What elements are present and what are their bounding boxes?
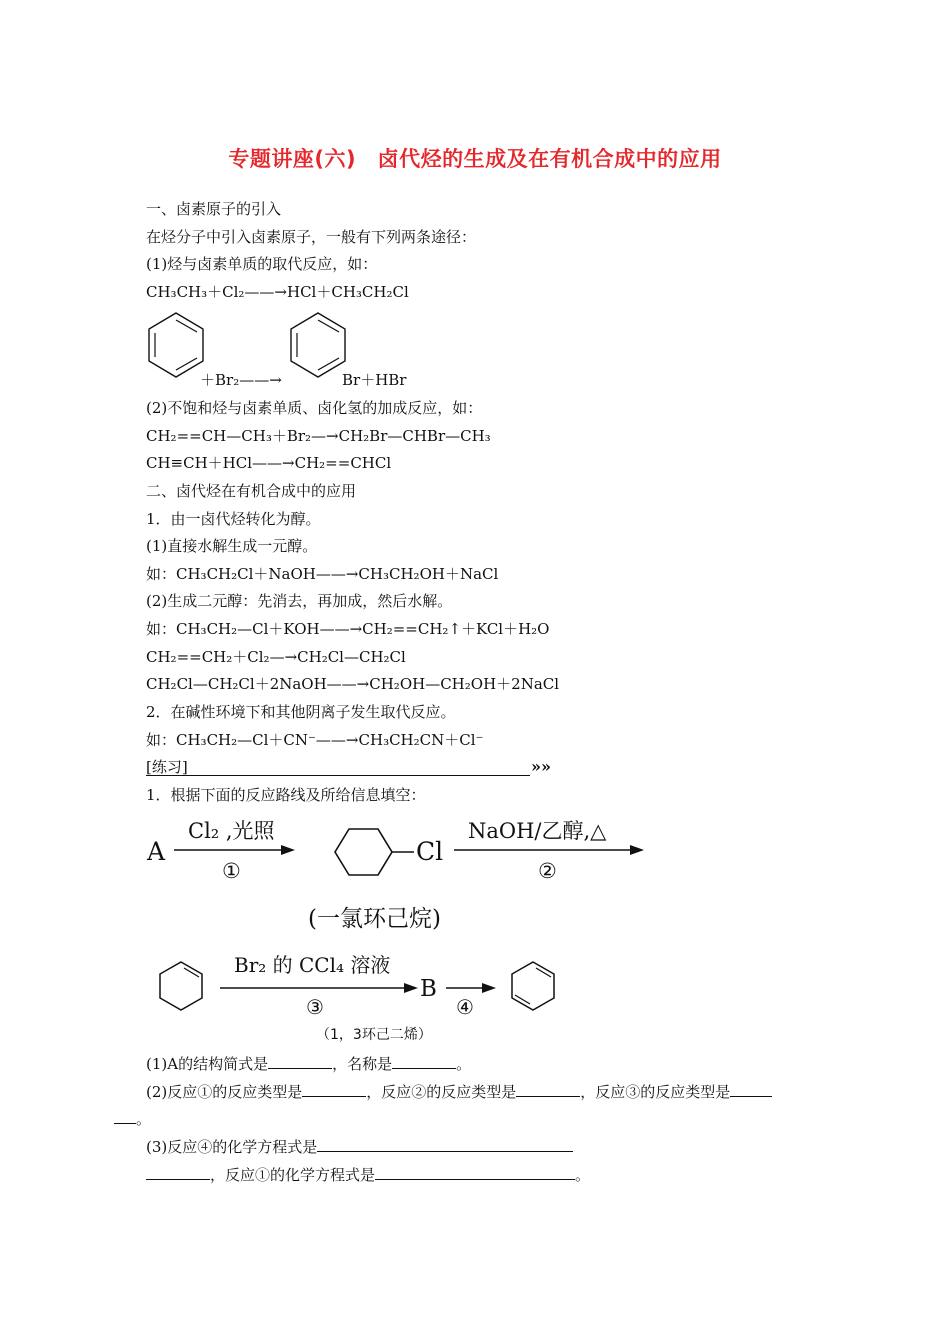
- haloalkane-to-alcohol: 1．由一卤代烃转化为醇。: [146, 510, 321, 528]
- bromobenzene-structure: [288, 310, 348, 386]
- benzene-bromination-reagent: ＋Br₂——→: [200, 371, 282, 389]
- equation-propene-bromination: CH₂==CH—CH₃＋Br₂—→CH₂Br—CHBr—CH₃: [146, 427, 491, 445]
- section1-heading: 一、卤素原子的引入: [146, 200, 282, 218]
- question-2-text-a: (2)反应①的反应类型是: [146, 1083, 303, 1101]
- question-1-text-c: 。: [456, 1055, 472, 1073]
- question-3-continued: [146, 1165, 590, 1185]
- cyclohexadiene-name: （1，3环己二烯）: [316, 1027, 432, 1043]
- equation-cyanide: 如：CH₃CH₂—Cl＋CN⁻——→CH₃CH₂CN＋Cl⁻: [146, 731, 484, 749]
- benzene-bromination-product: Br＋HBr: [342, 371, 407, 389]
- step-2-number: ②: [538, 859, 557, 883]
- equation-ethene-chlorination: CH₂==CH₂＋Cl₂—→CH₂Cl—CH₂Cl: [146, 648, 406, 666]
- chlorocyclohexane-name: (一氯环己烷): [308, 906, 441, 932]
- answer-blank-equation-1[interactable]: [375, 1165, 575, 1180]
- question-1: [146, 1054, 471, 1074]
- practice-arrows: »»: [531, 757, 551, 776]
- condition-3: Br₂ 的 CCl₄ 溶液: [234, 953, 391, 977]
- answer-blank-equation-4-cont[interactable]: [146, 1165, 210, 1180]
- page-title: 专题讲座(六) 卤代烃的生成及在有机合成中的应用: [228, 147, 722, 171]
- step-4-number: ④: [456, 995, 474, 1019]
- compound-a-label: A: [147, 837, 166, 866]
- answer-blank-reaction-3-type[interactable]: [730, 1082, 772, 1097]
- question-3-text-b: ，反应①的化学方程式是: [210, 1166, 376, 1184]
- condition-1: Cl₂ ,光照: [188, 819, 275, 843]
- question-2: [146, 1082, 772, 1102]
- equation-dichloride-hydrolysis: CH₂Cl—CH₂Cl＋2NaOH——→CH₂OH—CH₂OH＋2NaCl: [146, 675, 560, 693]
- benzene-reactant-structure: [146, 310, 206, 386]
- answer-blank-reaction-2-type[interactable]: [516, 1082, 580, 1097]
- section1-intro: 在烃分子中引入卤素原子，一般有下列两条途径：: [146, 228, 477, 246]
- cyclohexene-ring: [160, 962, 202, 1010]
- question-2-text-b: ，反应②的反应类型是: [366, 1083, 517, 1101]
- equation-ethane-chlorination: CH₃CH₃＋Cl₂——→HCl＋CH₃CH₂Cl: [146, 283, 409, 301]
- answer-blank-reaction-3-type-cont[interactable]: [114, 1109, 136, 1124]
- question-3-text-a: (3)反应④的化学方程式是: [146, 1138, 318, 1156]
- question-3-text-c: 。: [575, 1166, 591, 1184]
- section2-heading: 二、卤代烃在有机合成中的应用: [146, 482, 357, 500]
- reaction-scheme-top: [140, 808, 660, 938]
- equation-acetylene-hcl: CH≡CH＋HCl——→CH₂==CHCl: [146, 454, 392, 472]
- cyclohexadiene-ring: [512, 962, 554, 1010]
- answer-blank-reaction-1-type[interactable]: [302, 1082, 366, 1097]
- diol-route: (2)生成二元醇：先消去，再加成，然后水解。: [146, 592, 453, 610]
- answer-blank-a-structure[interactable]: [268, 1054, 332, 1069]
- anion-substitution: 2．在碱性环境下和其他阴离子发生取代反应。: [146, 703, 456, 721]
- equation-hydrolysis: 如：CH₃CH₂Cl＋NaOH——→CH₃CH₂OH＋NaCl: [146, 565, 499, 583]
- question-2-text-d: 。: [136, 1110, 152, 1128]
- practice-question-1: 1．根据下面的反应路线及所给信息填空：: [146, 786, 426, 804]
- route-addition: (2)不饱和烃与卤素单质、卤化氢的加成反应，如：: [146, 399, 483, 417]
- question-1-text-b: ，名称是: [332, 1055, 393, 1073]
- practice-divider: [146, 775, 530, 776]
- compound-b-label: B: [420, 976, 437, 1002]
- question-3: [146, 1137, 573, 1157]
- step-3-number: ③: [306, 995, 324, 1019]
- answer-blank-equation-4[interactable]: [317, 1137, 573, 1152]
- step-1-number: ①: [222, 859, 241, 883]
- cyclohexane-ring: [335, 829, 392, 875]
- answer-blank-a-name[interactable]: [392, 1054, 456, 1069]
- question-2-continued: [114, 1109, 151, 1129]
- practice-label: [练习]: [146, 758, 188, 776]
- route-substitution: (1)烃与卤素单质的取代反应，如：: [146, 255, 378, 273]
- question-2-text-c: ，反应③的反应类型是: [580, 1083, 731, 1101]
- question-1-text-a: (1)A的结构简式是: [146, 1055, 269, 1073]
- chlorine-label: Cl: [416, 837, 444, 866]
- condition-2: NaOH/乙醇,△: [468, 819, 607, 843]
- direct-hydrolysis: (1)直接水解生成一元醇。: [146, 537, 318, 555]
- equation-elimination: 如：CH₃CH₂—Cl＋KOH——→CH₂==CH₂↑＋KCl＋H₂O: [146, 620, 550, 638]
